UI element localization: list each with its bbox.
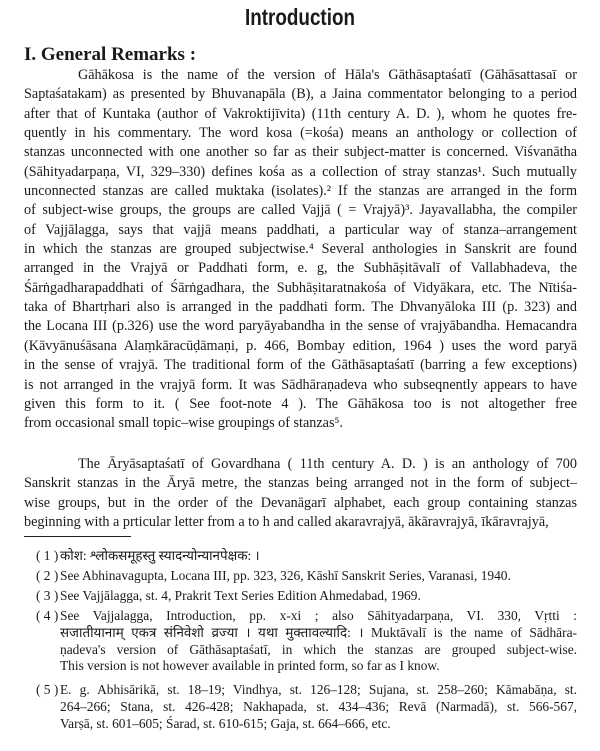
footnote-line: See Abhinavagupta, Locana III, pp. 323, 326, Kāshī Sanskrit Series, Varanasi, 1940. — [60, 568, 511, 583]
text-line: in which the stanzas are grouped subjectwise.⁴ Several anthologies in Sanskrit are found — [24, 241, 577, 258]
footnote-number: ( 4 ) — [36, 608, 59, 623]
footnote-line: Varṣā, st. 601–605; Śarad, st. 610-615; Gaja, st. 664–666, etc. — [60, 715, 391, 731]
footnote-line: See Vajjalagga, Introduction, pp. x-xi ; also Sāhityadarpaṇa, VI. 330, Vṛtti : — [60, 608, 577, 623]
text-line: of Vajjālagga, says that vajjā means paddhati, a particular way of stanza–arrangement — [24, 221, 577, 238]
text-line: (Sāhityadarpaṇa, VI, 329–330) defines kośa as a collection of stray stanzas¹. Such mutually — [24, 163, 577, 180]
text-line: from occasional small topic–wise groupings of stanzas⁵. — [24, 415, 343, 432]
text-line: of subject-wise groups, the groups are called Vajjā ( = Vrajyā)³. Jayavallabha, the compiler — [24, 202, 577, 219]
text-line: wise groups, but in the order of the Devanāgarī alphabet, each group containing stanzas — [24, 494, 577, 511]
text-line: arranged in the Vrajyā or Paddhati form, e. g, the Subhāṣitāvalī of Vallabhadeva, the — [24, 260, 577, 277]
text-line: stanzas unconnected with one another so far as their subject-matter is concerned. Viśvanātha — [24, 144, 577, 161]
footnote-line: 264–266; Stana, st. 426-428; Nakhapada, st. 434–436; Revā (Narmadā), st. 566-567, — [60, 698, 577, 714]
text-line: in the sense of vrajyā. The traditional form of the Gāthāsaptaśatī (barring a few exceptions) — [24, 357, 577, 374]
text-line: taka of Bhartṛhari also is arranged in the paddhati form. The Dhvanyāloka III (p. 323) and — [24, 299, 577, 316]
text-line: unconnected stanzas are called muktaka (isolates).² If the stanzas are arranged in the form — [24, 183, 577, 200]
footnote-line: कोश: श्लोकसमूहस्तु स्यादन्योन्यानपेक्षक: । — [60, 548, 260, 563]
footnote-3 — [36, 588, 577, 605]
text-line: Gāhākosa is the name of the version of Hāla's Gāthāsaptaśatī (Gāhāsattasaī or — [78, 67, 577, 83]
text-line: beginning with a prticular letter from a to h and called akaravrajyā, ākāravrajyā, īkāravrajyā, — [24, 514, 549, 531]
paragraph-general-remarks — [24, 66, 577, 434]
page-title: Introduction — [244, 4, 355, 30]
footnote-1 — [36, 548, 577, 565]
footnote-number: ( 2 ) — [36, 568, 59, 583]
footnote-number: ( 5 ) — [36, 682, 59, 697]
footnote-number: ( 1 ) — [36, 548, 59, 563]
section-heading: I. General Remarks : — [24, 44, 197, 65]
footnote-5 — [36, 682, 577, 732]
text-line: after that of Kuntaka (author of Vakroktijīvita) (11th century A. D. ), whom he quotes fre- — [24, 105, 577, 122]
paragraph-aryasaptasati — [24, 455, 577, 532]
text-line: is not arranged in the vrajyā form. It was Sādhāraṇadeva who subseqnently appears to have — [24, 376, 577, 393]
footnote-divider — [24, 536, 131, 537]
footnote-number: ( 3 ) — [36, 588, 59, 603]
footnote-2 — [36, 568, 577, 585]
text-line: Śārṅgadharapaddhati of Śārṅgadhara, the Subhāṣitaratnakośa of Vidyākara, etc. The Nītiśa- — [24, 279, 577, 296]
text-line: Saptaśatakam) as presented by Bhuvanapāla (B), a Jaina commentator belonging to a period — [24, 86, 577, 103]
text-line: Sanskrit stanzas in the Āryā metre, the stanzas being arranged not in the form of subject– — [24, 475, 577, 492]
footnote-4 — [36, 608, 577, 675]
footnote-line: ṇadeva's version of Gāthāsaptaśatī, in which the stanzas are grouped subject-wise. — [60, 641, 577, 657]
footnote-line: This version is not however available in printed form, so far as I know. — [60, 658, 440, 674]
footnote-line: E. g. Abhisārikā, st. 18–19; Vindhya, st. 126–128; Sujana, st. 258–260; Kāmabāṇa, st. — [60, 682, 577, 697]
text-line: the Locana III (p.326) use the word paryāyabandha in the sense of vrajyābandha. Hemacandra — [24, 318, 577, 335]
text-line: The Āryāsaptaśatī of Govardhana ( 11th century A. D. ) is an anthology of 700 — [78, 456, 577, 472]
footnote-line: सजातीयानाम् एकत्र संनिवेशो व्रज्या । यथा मुक्तावल्यादि: । Muktāvalī is the name of Sādhāra- — [60, 624, 577, 640]
footnote-line: See Vajjālagga, st. 4, Prakrit Text Series Edition Ahmedabad, 1969. — [60, 588, 421, 603]
text-line: given this form to it. ( See foot-note 4 ). The Gāhākosa too is not altogether free — [24, 395, 577, 412]
text-line: (Kāvyānuśāsana Alaṃkāracūḍāmaṇi, p. 466, Bombay edition, 1964 ) uses the word paryā — [24, 337, 577, 354]
text-line: quently in his commentary. The word kosa (=kośa) means an anthology or collection of — [24, 125, 577, 142]
